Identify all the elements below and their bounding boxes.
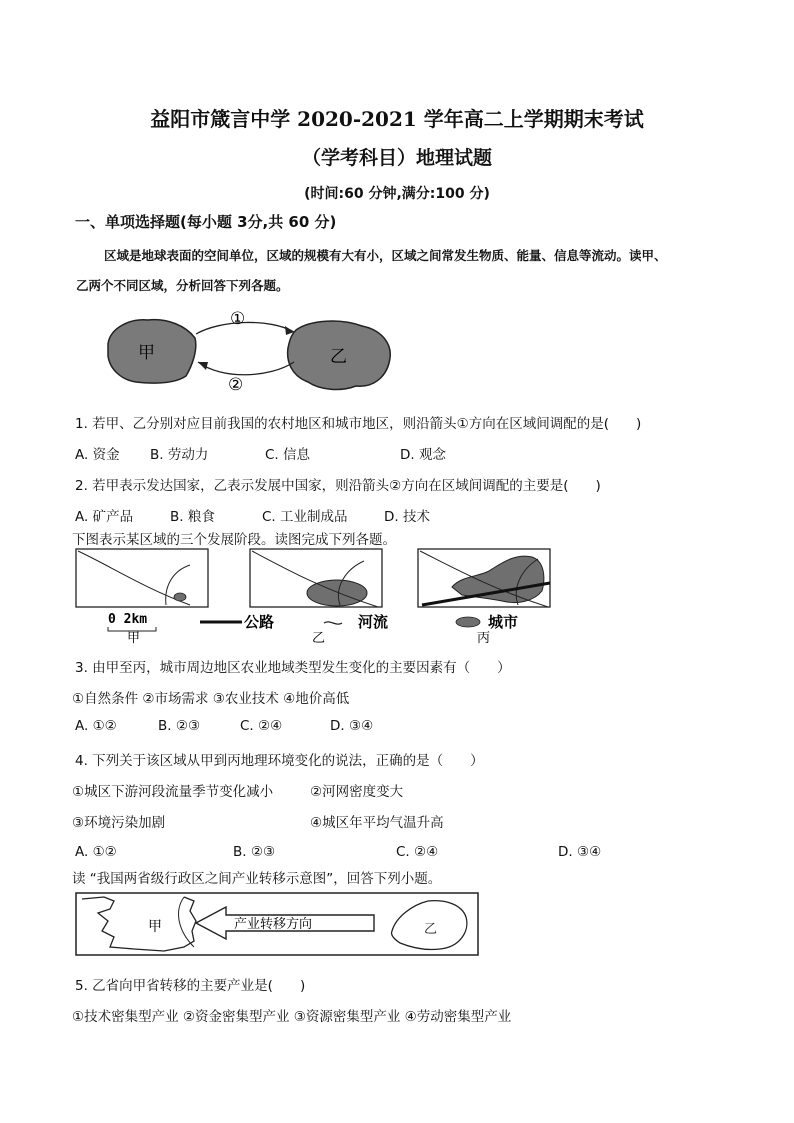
q4-item-3: ③环境污染加剧 <box>72 815 166 831</box>
intro-line-1: 区域是地球表面的空间单位，区域的规模有大有小，区域之间常发生物质、能量、信息等流动。读甲、 <box>104 248 667 263</box>
panel-label-yi: 乙 <box>312 631 326 645</box>
q5-items: ①技术密集型产业 ②资金密集型产业 ③资源密集型产业 ④劳动密集型产业 <box>72 1009 512 1025</box>
legend-river: 河流 <box>358 613 389 631</box>
river-legend-line <box>324 622 342 624</box>
q1-stem: 1. 若甲、乙分别对应目前我国的农村地区和城市地区，则沿箭头①方向在区域间调配的是( ) <box>75 416 642 432</box>
panel-label-jia: 甲 <box>127 631 141 645</box>
arrow-1-label: ① <box>230 309 246 329</box>
time-note: (时间:60 分钟,满分:100 分) <box>304 186 490 202</box>
q4-option-c: C. ②④ <box>396 844 439 860</box>
transfer-arrow-label: 产业转移方向 <box>234 917 313 932</box>
city-legend-shape <box>456 617 480 627</box>
region-yi-label: 乙 <box>330 347 347 367</box>
q4-item-1: ①城区下游河段流量季节变化减小 <box>72 784 274 800</box>
q3-option-c: C. ②④ <box>240 718 283 734</box>
province-jia-label: 甲 <box>148 919 162 935</box>
q3-items: ①自然条件 ②市场需求 ③农业技术 ④地价高低 <box>72 691 350 707</box>
region-flow-diagram <box>100 300 400 400</box>
panel-label-bing: 丙 <box>477 631 491 645</box>
province-yi-label: 乙 <box>424 922 438 937</box>
q3-stem: 3. 由甲至丙，城市周边地区农业地域类型发生变化的主要因素有（ ） <box>75 660 511 676</box>
legend-road: 公路 <box>244 613 275 631</box>
intro-line-2: 乙两个不同区域，分析回答下列各题。 <box>76 278 289 293</box>
q2-option-d: D. 技术 <box>384 509 430 525</box>
q5-stem: 5. 乙省向甲省转移的主要产业是( ) <box>75 978 306 994</box>
region-jia-label: 甲 <box>138 343 155 363</box>
q2-option-a: A. 矿产品 <box>75 509 134 525</box>
arrow-2-label: ② <box>228 375 244 395</box>
q1-option-b: B. 劳动力 <box>150 447 209 463</box>
scale-label: 0 2km <box>108 612 148 627</box>
q3-option-a: A. ①② <box>75 718 117 734</box>
q2-option-b: B. 粮食 <box>170 509 215 525</box>
q4-option-a: A. ①② <box>75 844 117 860</box>
q4-stem: 4. 下列关于该区域从甲到丙地理环境变化的说法，正确的是（ ） <box>75 753 484 769</box>
section-heading: 一、单项选择题(每小题 3分,共 60 分) <box>75 213 337 231</box>
fig2-intro: 下图表示某区域的三个发展阶段。读图完成下列各题。 <box>72 532 396 548</box>
fig3-intro: 读 “我国两省级行政区之间产业转移示意图”，回答下列小题。 <box>72 871 442 887</box>
stage-yi-city <box>307 580 367 606</box>
q4-option-d: D. ③④ <box>558 844 602 860</box>
stage-jia-panel <box>76 549 208 607</box>
q1-option-a: A. 资金 <box>75 447 120 463</box>
q4-item-4: ④城区年平均气温升高 <box>310 815 444 831</box>
q1-option-d: D. 观念 <box>400 447 446 463</box>
legend-city: 城市 <box>488 613 519 631</box>
q2-option-c: C. 工业制成品 <box>262 509 348 525</box>
q1-option-c: C. 信息 <box>265 447 311 463</box>
page-title: 益阳市箴言中学 2020-2021 学年高二上学期期末考试 <box>150 107 644 131</box>
q4-item-2: ②河网密度变大 <box>310 784 404 800</box>
development-stages-figure <box>72 547 562 645</box>
q2-stem: 2. 若甲表示发达国家，乙表示发展中国家，则沿箭头②方向在区域间调配的主要是( ) <box>75 478 601 494</box>
q3-option-d: D. ③④ <box>330 718 374 734</box>
industry-transfer-figure <box>74 891 480 957</box>
q3-option-b: B. ②③ <box>158 718 201 734</box>
page-subtitle: （学考科目）地理试题 <box>301 147 492 169</box>
stage-jia-city <box>174 593 186 601</box>
q4-option-b: B. ②③ <box>233 844 276 860</box>
